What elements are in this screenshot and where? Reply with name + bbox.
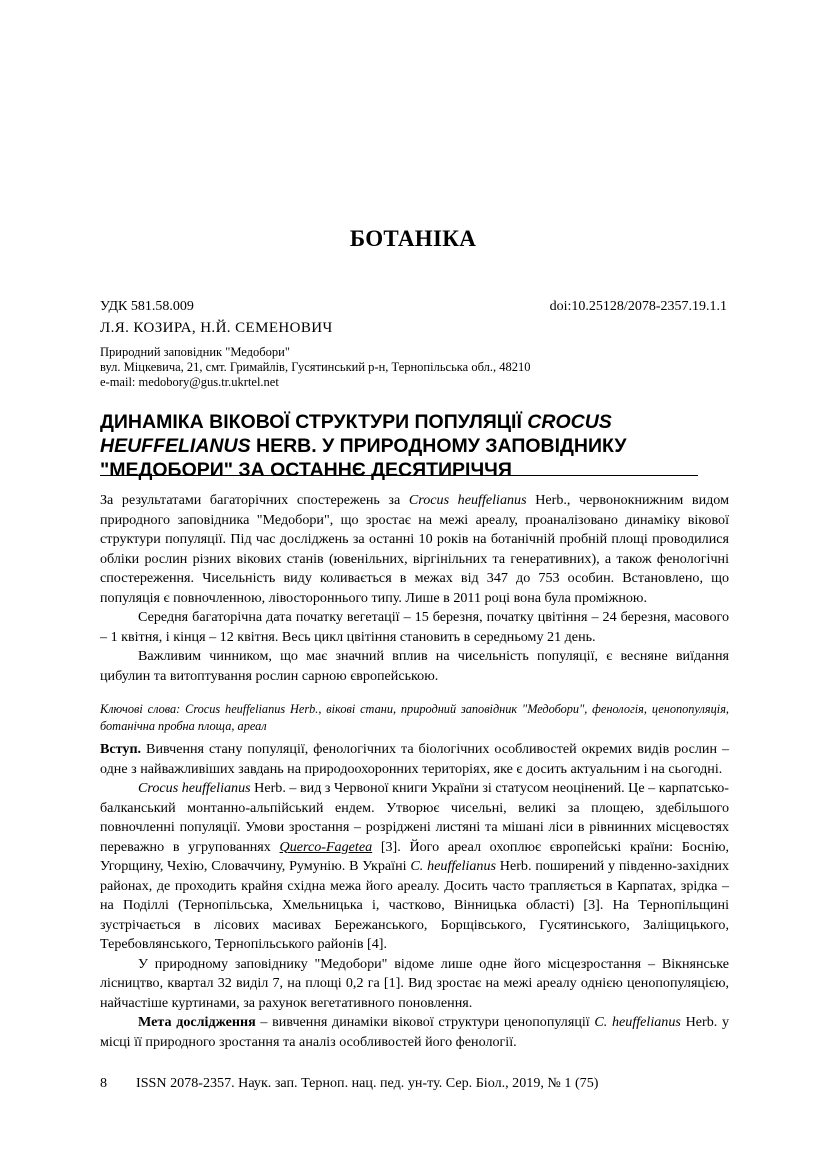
doi: doi:10.25128/2078-2357.19.1.1: [549, 299, 727, 314]
udc-code: УДК 581.58.009: [100, 299, 194, 314]
abstract-paragraph: Важливим чинником, що має значний вплив на чисельність популяції, є весняне виїдання цибулин та витоптування рослин сарною європейською.: [100, 648, 729, 684]
keywords: Ключові слова: Crocus heuffelianus Herb., вікові стани, природний заповідник "Медобори", фенологія, ценопопуляція, ботанічна пробна площа, ареал: [100, 702, 729, 733]
affiliation-email: e-mail: medobory@gus.tr.ukrtel.net: [100, 375, 279, 389]
section-title: БОТАНІКА: [349, 226, 477, 251]
title-line-1: ДИНАМІКА ВІКОВОЇ СТРУКТУРИ ПОПУЛЯЦІЇ CROCUS: [100, 411, 612, 433]
title-genus: CROCUS: [527, 411, 612, 433]
intro-paragraph: Crocus heuffelianus Herb. – вид з Червоної книги України зі статусом неоцінений. Це – карпатсько-балканський монтанно-альпійський ендем. Утворює чисельні, великі за площею, здебільшого повночленні популяції. Умови зростання – розріджені листяні та мішані ліси в рівнинних місцевостях переважно в угрупованнях Querco-Fagetea [3]. Його ареал охоплює європейські країни: Боснію, Угорщину, Чехію, Словаччину, Румунію. В Україні C. heuffelianus Herb. поширений у південно-західних районах, де проходить крайня східна межа його ареалу. Досить часто трапляється в Карпатах, зрідка – на Поділлі (Тернопільська, Хмельницька і, частково, Вінницька області) [3]. На Тернопільщині зустрічається в лісових масивах Бережанського, Борщівського, Гусятинського, Заліщицького, Теребовлянського, Тернопільського районів [4].: [100, 780, 730, 952]
article-title: [100, 410, 720, 482]
title-species: HEUFFELIANUS: [100, 435, 251, 457]
aim-paragraph: Мета дослідження – вивчення динаміки вікової структури ценопопуляції C. heuffelianus Herb. у місці її природного зростання та аналіз особливостей його фенології.: [100, 1014, 729, 1050]
authors: Л.Я. КОЗИРА, Н.Й. СЕМЕНОВИЧ: [100, 320, 333, 336]
title-line-3: "МЕДОБОРИ" ЗА ОСТАННЄ ДЕСЯТИРІЧЧЯ: [100, 459, 512, 481]
title-line-2: HEUFFELIANUS HERB. У ПРИРОДНОМУ ЗАПОВІДНИКУ: [100, 435, 627, 457]
intro-paragraph: У природному заповіднику "Медобори" відоме лише одне його місцезростання – Вікнянське лісництво, квартал 32 виділ 7, на площі 0,2 га [1]. Вид зростає на межі ареалу однією ценопопуляцією, найчастіше куртинами, за рахунок вегетативного поновлення.: [100, 955, 729, 1011]
intro-heading: Вступ.: [100, 741, 142, 757]
page-footer: [100, 1075, 598, 1092]
page-number: 8: [100, 1075, 108, 1091]
intro-paragraph: Вступ. Вивчення стану популяції, фенологічних та біологічних особливостей окремих видів рослин – одне з найважливіших завдань на природоохоронних територіях, яке є досить актуальним і на сьогодні.: [100, 741, 729, 777]
abstract-paragraph: За результатами багаторічних спостережень за Crocus heuffelianus Herb., червонокнижним видом природного заповідника "Медобори", що зростає на межі ареалу, проаналізовано динаміку вікової структури популяції. Під час досліджень за останні 10 років на ботанічній пробній площі проводилися обліки рослин різних вікових станів (ювенільних, віргінільних та генеративних), а також фенологічні спостереження. Чисельність виду коливається в межах від 347 до 753 особин. Встановлено, що популяція є повночленною, лівостороннього типу. Лише в 2011 році вона була проміжною.: [100, 492, 729, 606]
journal-citation: ISSN 2078-2357. Наук. зап. Терноп. нац. пед. ун-ту. Сер. Біол., 2019, № 1 (75): [136, 1075, 599, 1091]
title-underline: [100, 475, 698, 476]
affiliation-address: вул. Міцкевича, 21, смт. Гримайлів, Гусятинський р-н, Тернопільська обл., 48210: [100, 360, 531, 374]
introduction: [100, 740, 729, 1052]
affiliation-org: Природний заповідник "Медобори": [100, 345, 290, 359]
aim-heading: Мета дослідження: [138, 1014, 256, 1030]
article-meta: [100, 299, 727, 315]
abstract: [100, 491, 729, 686]
abstract-paragraph: Середня багаторічна дата початку вегетації – 15 березня, початку цвітіння – 24 березня, масового – 1 квітня, і кінця – 12 квітня. Весь цикл цвітіння становить в середньому 21 день.: [100, 609, 729, 645]
